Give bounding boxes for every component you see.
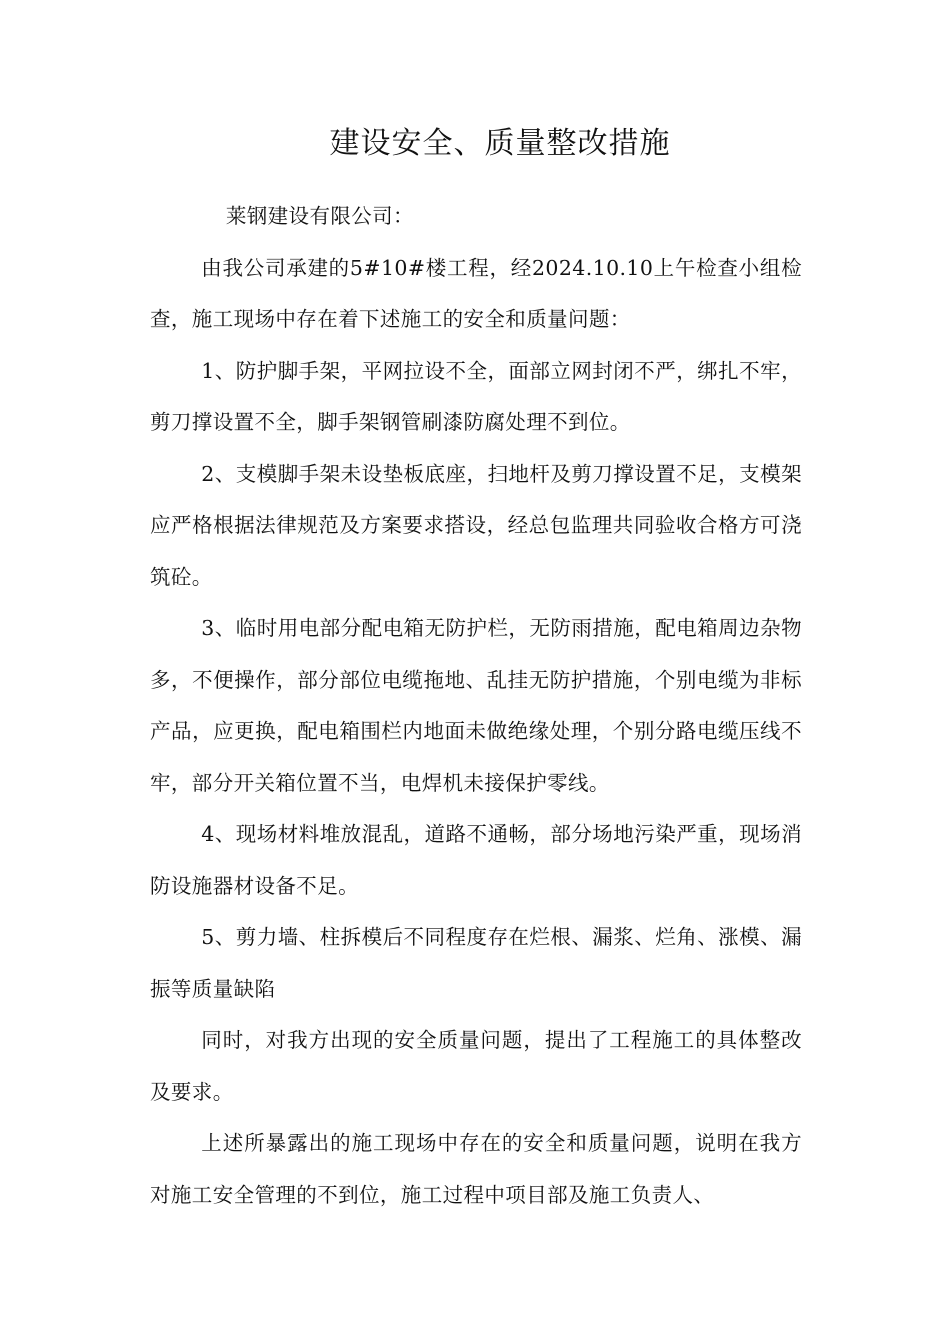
paragraph-item-3: 3、临时用电部分配电箱无防护栏，无防雨措施，配电箱周边杂物多，不便操作，部分部位电缆拖地、乱挂无防护措施，个别电缆为非标产品，应更换，配电箱围栏内地面未做绝缘处理，个别分路电缆压线不牢，部分开关箱位置不当，电焊机未接保护零线。	[150, 616, 802, 795]
document-body	[150, 191, 802, 1221]
document-title: 建设安全、质量整改措施	[329, 126, 671, 161]
paragraph-conclusion: 上述所暴露出的施工现场中存在的安全和质量问题，说明在我方对施工安全管理的不到位，施工过程中项目部及施工负责人、	[150, 1131, 802, 1207]
paragraph-item-5: 5、剪力墙、柱拆模后不同程度存在烂根、漏浆、烂角、涨模、漏振等质量缺陷	[150, 925, 802, 1001]
paragraph-item-2: 2、支模脚手架未设垫板底座，扫地杆及剪刀撑设置不足，支模架应严格根据法律规范及方案要求搭设，经总包监理共同验收合格方可浇筑砼。	[150, 461, 802, 589]
paragraph-item-1: 1、防护脚手架，平网拉设不全，面部立网封闭不严，绑扎不牢，剪刀撑设置不全，脚手架钢管刷漆防腐处理不到位。	[150, 358, 802, 434]
salutation: 莱钢建设有限公司：	[225, 204, 414, 228]
paragraph-intro: 由我公司承建的5#10#楼工程，经2024.10.10上午检查小组检查，施工现场中存在着下述施工的安全和质量问题：	[150, 255, 802, 331]
paragraph-requirements: 同时，对我方出现的安全质量问题，提出了工程施工的具体整改及要求。	[150, 1028, 802, 1104]
paragraph-item-4: 4、现场材料堆放混乱，道路不通畅，部分场地污染严重，现场消防设施器材设备不足。	[150, 822, 802, 898]
